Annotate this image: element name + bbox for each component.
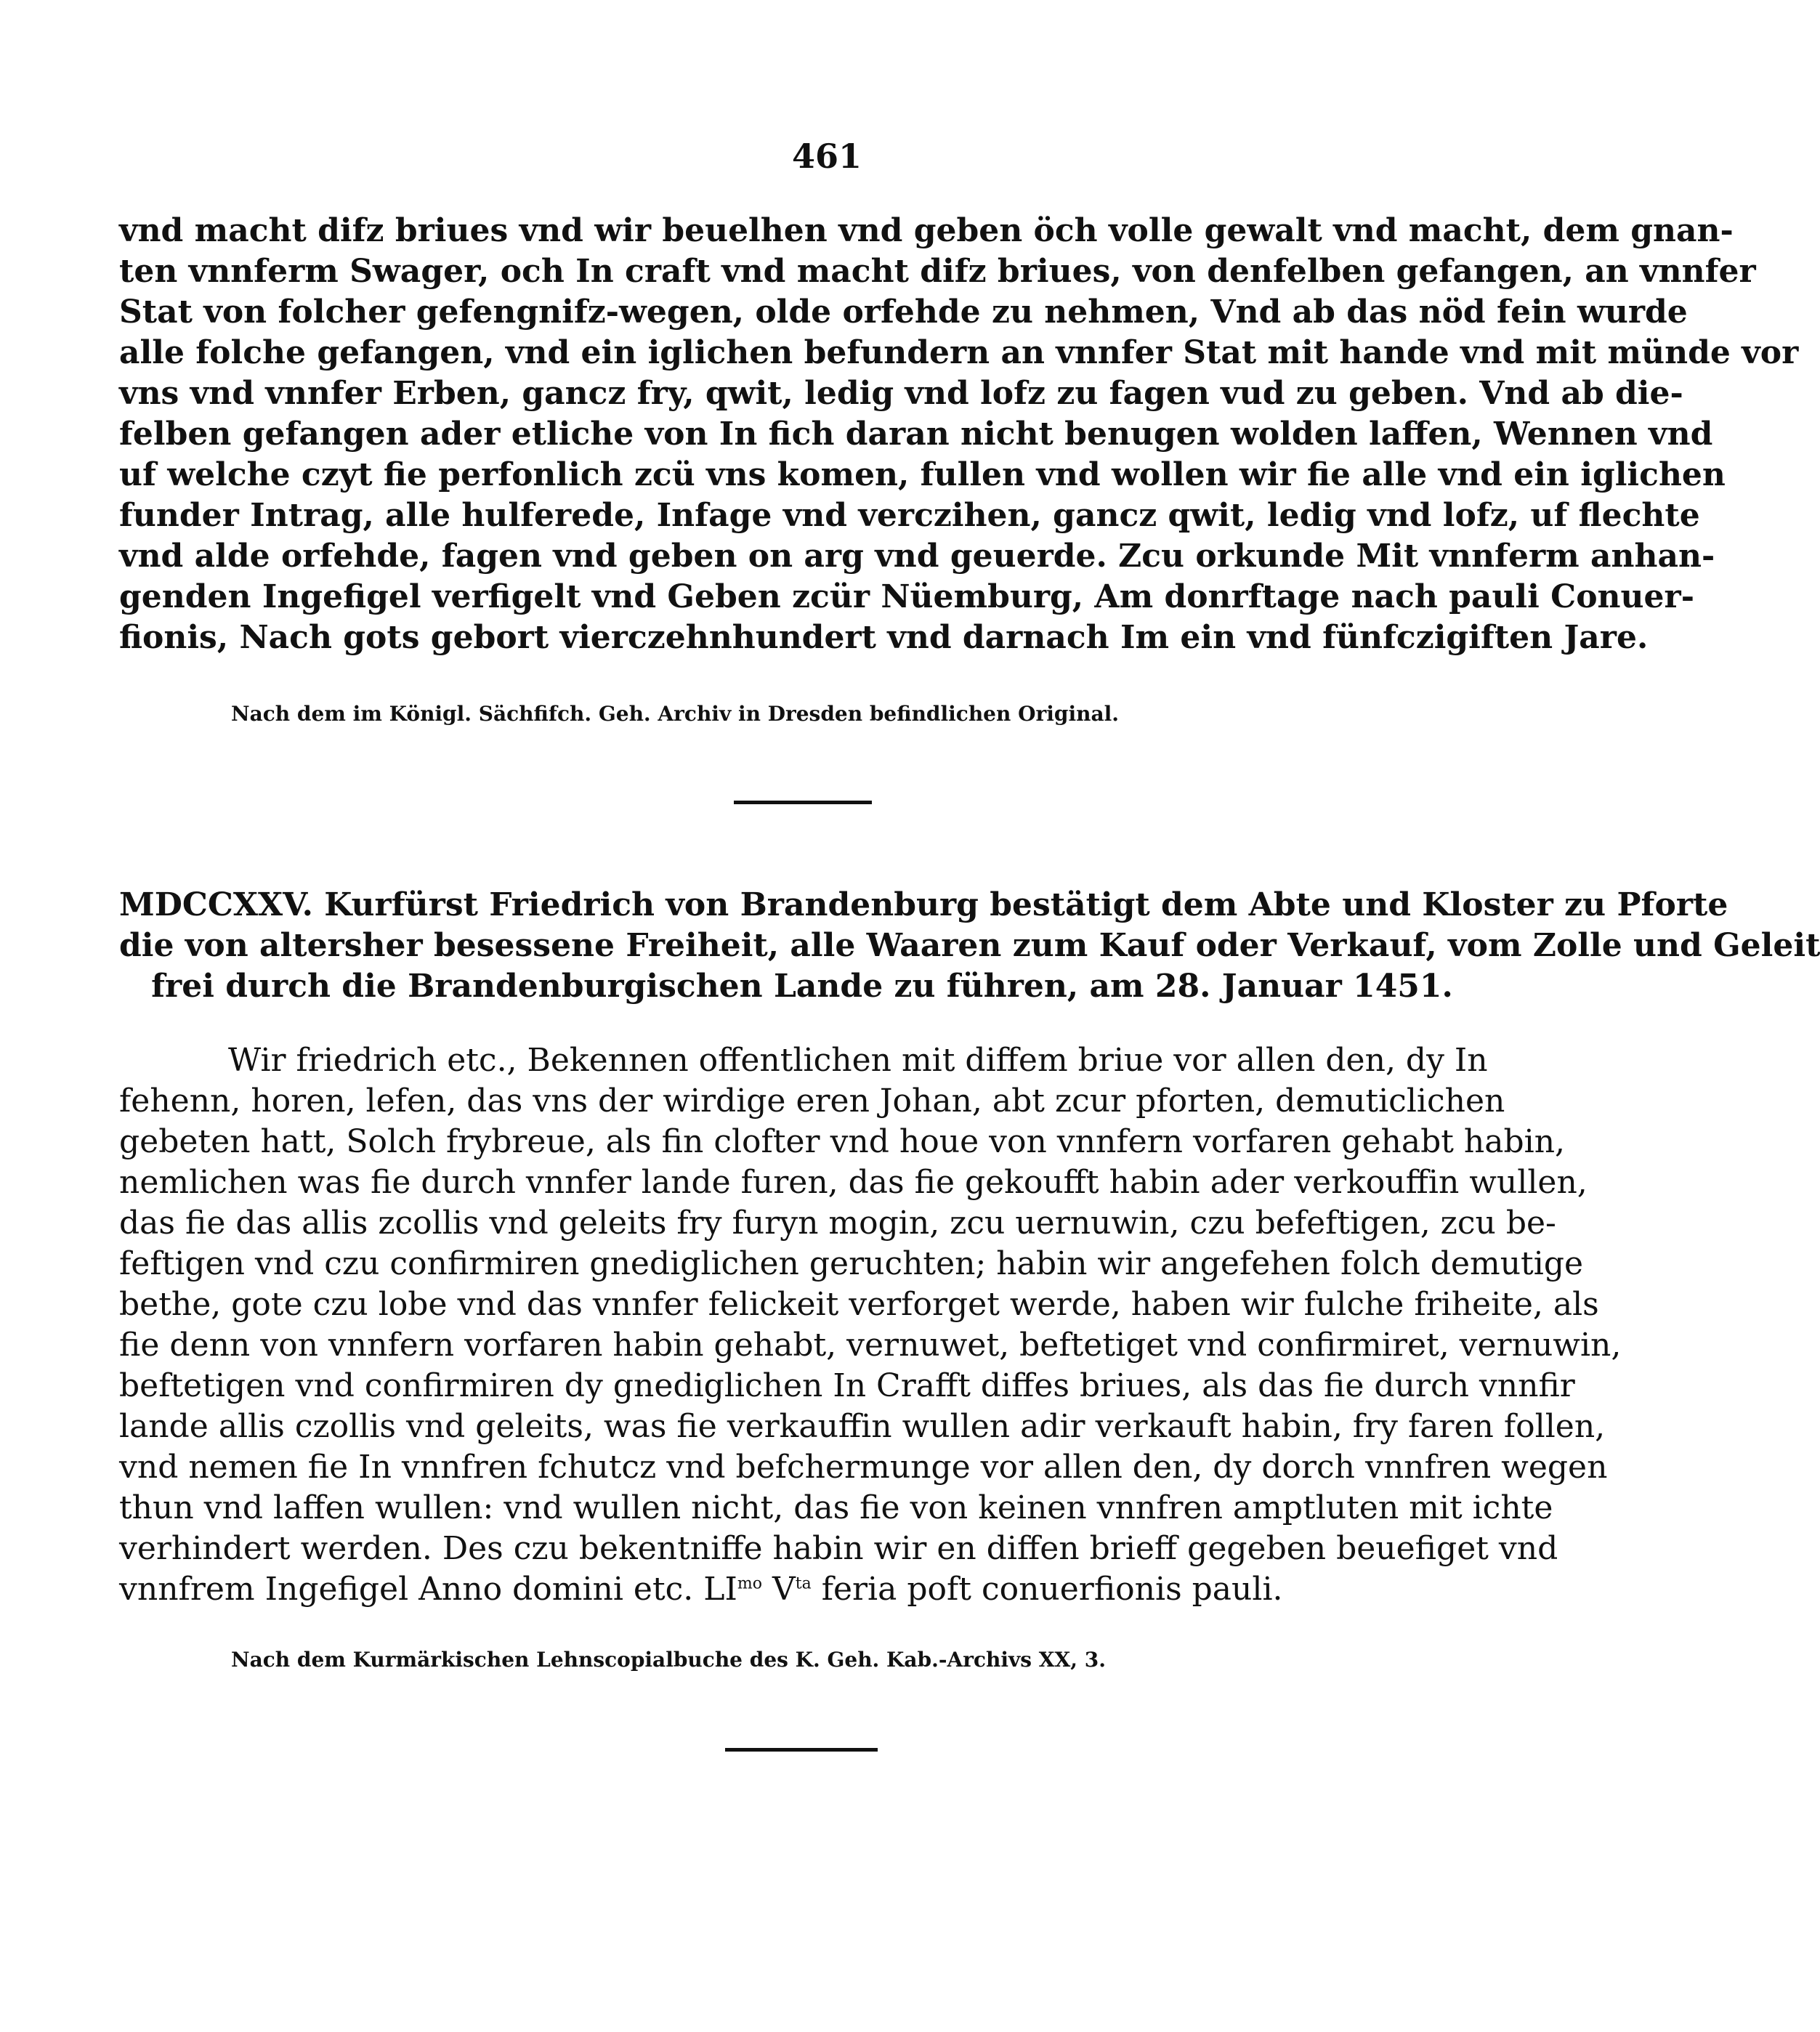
text-line: feftigen vnd czu confirmiren gnediglichen geruchten; habin wir angefehen folch demutige xyxy=(119,1245,1584,1282)
text-line: vnd macht difz briues vnd wir beuelhen vnd geben öch volle gewalt vnd macht, dem gnan- xyxy=(119,212,1734,249)
text-line: lande allis czollis vnd geleits, was fie verkauffin wullen adir verkauft habin, fry faren follen, xyxy=(119,1408,1606,1445)
text-line: fie denn von vnnfern vorfaren habin gehabt, vernuwet, beftetiget vnd confirmiret, vernuwin, xyxy=(119,1327,1622,1364)
text-line: thun vnd laffen wullen: vnd wullen nicht, das fie von keinen vnnfren amptluten mit ichte xyxy=(119,1489,1553,1526)
text-line: nemlichen was fie durch vnnfer lande furen, das fie gekoufft habin ader verkouffin wullen, xyxy=(119,1164,1588,1201)
heading-line-3: frei durch die Brandenburgischen Lande zu führen, am 28. Januar 1451. xyxy=(151,968,1453,1005)
text-line: Stat von folcher gefengnifz-wegen, olde orfehde zu nehmen, Vnd ab das nöd fein wurde xyxy=(119,294,1688,331)
text-line-last xyxy=(119,1569,1485,1610)
text-line: felben gefangen ader etliche von In fich daran nicht benugen wolden laffen, Wennen vnd xyxy=(119,416,1713,453)
document-text-block-1 xyxy=(119,211,1799,658)
source-note: Nach dem im Königl. Sächfifch. Geh. Archiv in Dresden befindlichen Original. xyxy=(231,702,1119,726)
text-line: Wir friedrich etc., Bekennen offentlichen mit diffem briue vor allen den, dy In xyxy=(228,1042,1488,1079)
text-line: verhindert werden. Des czu bekentniffe habin wir en diffen brieff gegeben beuefiget vnd xyxy=(119,1530,1558,1567)
section-divider xyxy=(734,801,872,804)
heading-line-1 xyxy=(119,885,1728,926)
text-line: ten vnnferm Swager, och In craft vnd macht difz briues, von denfelben gefangen, an vnnfer xyxy=(119,253,1756,290)
heading-line-2: die von altersher besessene Freiheit, alle Waaren zum Kauf oder Verkauf, vom Zolle und Geleit xyxy=(119,927,1820,964)
text-line: vnd alde orfehde, fagen vnd geben on arg vnd geuerde. Zcu orkunde Mit vnnferm anhan- xyxy=(119,538,1715,575)
text-line: gebeten hatt, Solch frybreue, als fin clofter vnd houe von vnnfern vorfaren gehabt habin, xyxy=(119,1123,1566,1160)
superscript: mo xyxy=(737,1574,762,1593)
text-line: alle folche gefangen, vnd ein iglichen befundern an vnnfer Stat mit hande vnd mit münde vor xyxy=(119,334,1799,371)
page-number: 461 xyxy=(792,137,862,176)
text-line: uf welche czyt fie perfonlich zcü vns komen, fullen vnd wollen wir fie alle vnd ein iglichen xyxy=(119,456,1726,493)
heading-text: Kurfürst Friedrich von Brandenburg bestätigt dem Abte und Kloster zu Pforte xyxy=(324,886,1728,923)
superscript: ta xyxy=(795,1574,812,1593)
text-line: fehenn, horen, lefen, das vns der wirdige eren Johan, abt zcur pforten, demuticlichen xyxy=(119,1082,1505,1120)
text-segment: V xyxy=(761,1571,796,1608)
text-line: vnd nemen fie In vnnfren fchutcz vnd befchermunge vor allen den, dy dorch vnnfren wegen xyxy=(119,1449,1608,1486)
text-line: das fie das allis zcollis vnd geleits fry furyn mogin, zcu uernuwin, czu befeftigen, zcu be- xyxy=(119,1205,1556,1242)
document-text-block-2 xyxy=(119,1040,1622,1610)
text-line: funder Intrag, alle hulferede, Infage vnd verczihen, gancz qwit, ledig vnd lofz, uf flechte xyxy=(119,497,1700,534)
text-segment: vnnfrem Ingefigel Anno domini etc. LI xyxy=(119,1571,737,1608)
section-heading xyxy=(119,885,1820,1007)
document-number: MDCCXXV. xyxy=(119,886,313,923)
text-segment: feria poft conuerfionis pauli. xyxy=(811,1571,1283,1608)
text-line: vns vnd vnnfer Erben, gancz fry, qwit, ledig vnd lofz zu fagen vud zu geben. Vnd ab die- xyxy=(119,375,1683,412)
text-line: beftetigen vnd confirmiren dy gnediglichen In Crafft diffes briues, als das fie durch vnnfir xyxy=(119,1367,1575,1404)
text-line: fionis, Nach gots gebort vierczehnhundert vnd darnach Im ein vnd fünfczigiften Jare. xyxy=(119,619,1649,656)
source-note: Nach dem Kurmärkischen Lehnscopialbuche des K. Geh. Kab.-Archivs XX, 3. xyxy=(231,1648,1106,1672)
section-divider xyxy=(725,1748,878,1752)
text-line: bethe, gote czu lobe vnd das vnnfer felickeit verforget werde, haben wir fulche friheite, als xyxy=(119,1286,1599,1323)
text-line: genden Ingefigel verfigelt vnd Geben zcür Nüemburg, Am donrftage nach pauli Conuer- xyxy=(119,578,1694,615)
